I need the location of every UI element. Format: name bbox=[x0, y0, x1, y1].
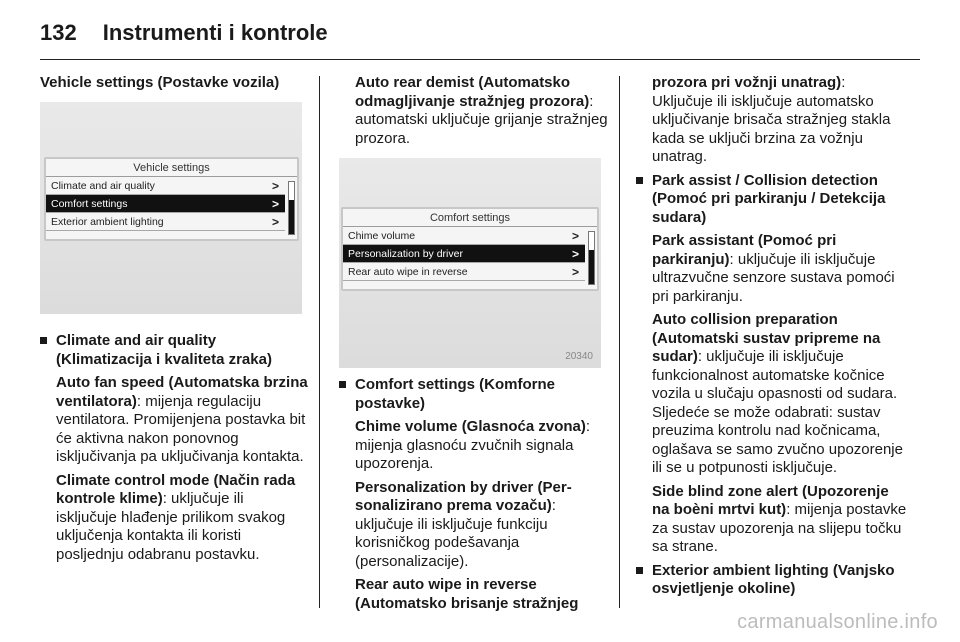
paragraph-auto-fan: Auto fan speed (Automatska brzina ventilatora): mijenja regulaciju ventilatora. Promijenjena postavka bit će aktivna nakon ponovnog isključivanja pa uključivanja kontakta. bbox=[56, 374, 308, 465]
column-1-body bbox=[40, 332, 308, 569]
chevron-right-icon: > bbox=[571, 247, 579, 261]
column-2-body bbox=[339, 376, 609, 618]
menu-item-comfort[interactable]: Comfort settings > bbox=[46, 195, 285, 213]
column-1 bbox=[40, 74, 308, 98]
chevron-right-icon: > bbox=[571, 229, 579, 243]
column-divider-2 bbox=[619, 76, 620, 608]
paragraph-park-assistant: Park assistant (Pomoć pri parkiranju): uključuje ili isključuje ultrazvučne senzore sustava pomoći pri parkiranju. bbox=[652, 232, 895, 305]
column-divider-1 bbox=[319, 76, 320, 608]
chevron-right-icon: > bbox=[271, 179, 279, 193]
bullet-climate: Climate and air quality (Klimatizacija i kvaliteta zraka) bbox=[40, 332, 308, 369]
menu-item-exterior-lighting[interactable]: Exterior ambient lighting > bbox=[46, 213, 285, 231]
scrollbar bbox=[288, 181, 295, 235]
bullet-comfort: Comfort settings (Komforne postavke) bbox=[339, 376, 609, 413]
paragraph-blind-zone: Side blind zone alert (Upozorenje na boèni mrtvi kut): mijenja postavke za sustav upozorenja na slijepu točku sa strane. bbox=[652, 482, 907, 555]
bullet-exterior-lighting: Exterior ambient lighting (Vanjsko osvjetljenje okoline) bbox=[636, 562, 908, 599]
comfort-settings-screen bbox=[341, 207, 599, 291]
section-title: Vehicle settings (Postavke vozila) bbox=[40, 74, 280, 91]
paragraph-climate-mode: Climate control mode (Način rada kontrole klime): uključuje ili isključuje hlađenje prilikom svakog uključenja kontakta ili koristi posljednju odabranu postavku. bbox=[56, 471, 296, 563]
paragraph-rear-wipe-cont: prozora pri vožnji unatrag): Uključuje ili isključuje automatsko uključivanje brisača stražnjeg stakla kada se uključi brzina za vožnju unatrag. bbox=[652, 74, 891, 165]
image-number: 20340 bbox=[565, 351, 593, 362]
vehicle-settings-image bbox=[40, 102, 302, 314]
paragraph-collision-prep: Auto collision preparation (Automatski sustav pripreme na sudar): uključuje ili isključuje funkcionalnost automatske kočnice vozila u slučaju opasnosti od sudara. Sljedeće se može odabrati: sustav preuzima kontrolu nad kočnicama, oglašava se samo zvučno upozorenje ili se u potpunosti isključuje. bbox=[652, 311, 903, 476]
bullet-park-assist: Park assist / Collision detection (Pomoć pri parkiranju / Detekcija sudara) bbox=[636, 172, 908, 228]
column-2 bbox=[339, 74, 609, 153]
header-divider bbox=[40, 59, 920, 60]
screen-title: Vehicle settings bbox=[46, 159, 297, 177]
watermark: carmanualsonline.info bbox=[737, 611, 938, 633]
paragraph-personalization: Personalization by driver (Personalizirano prema vozaču): uključuje ili isključuje funkciju korisničkog podešavanja (personalizacije). bbox=[355, 478, 572, 570]
chapter-title: Instrumenti i kontrole bbox=[102, 20, 328, 45]
paragraph-rear-demist: Auto rear demist (Automatsko odmagljivanje stražnjeg prozora): automatski uključuje grijanje stražnjeg prozora. bbox=[355, 74, 608, 147]
paragraph-chime-volume: Chime volume (Glasnoća zvona): mijenja glasnoću zvučnih signala upozorenja. bbox=[355, 418, 591, 472]
page-header bbox=[40, 20, 328, 46]
comfort-settings-image bbox=[339, 158, 601, 368]
chevron-right-icon: > bbox=[271, 215, 279, 229]
vehicle-settings-screen bbox=[44, 157, 299, 241]
scrollbar bbox=[588, 231, 595, 285]
chevron-right-icon: > bbox=[571, 265, 579, 279]
chevron-right-icon: > bbox=[271, 197, 279, 211]
menu-item-chime-volume[interactable]: Chime volume > bbox=[343, 227, 585, 245]
menu-item-climate[interactable]: Climate and air quality > bbox=[46, 177, 285, 195]
column-3 bbox=[636, 74, 908, 604]
screen-title: Comfort settings bbox=[343, 209, 597, 227]
menu-item-rear-wipe[interactable]: Rear auto wipe in reverse > bbox=[343, 263, 585, 281]
paragraph-rear-wipe: Rear auto wipe in reverse (Automatsko brisanje stražnjeg bbox=[355, 576, 579, 612]
menu-item-personalization[interactable]: Personalization by driver > bbox=[343, 245, 585, 263]
page-number: 132 bbox=[40, 20, 77, 45]
